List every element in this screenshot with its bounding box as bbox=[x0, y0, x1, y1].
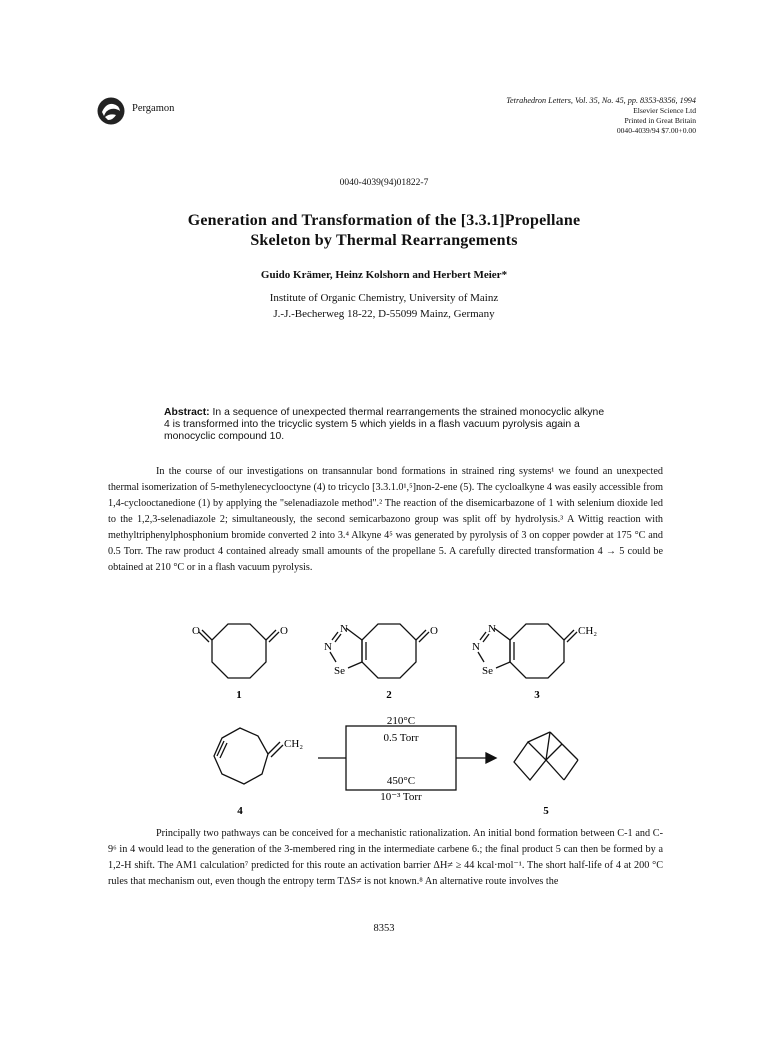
affiliation-line-1: Institute of Organic Chemistry, University of Mainz bbox=[269, 292, 499, 304]
compound-1-ring bbox=[212, 624, 266, 678]
compound-label-2: 2 bbox=[386, 689, 392, 701]
title-line-2: Skeleton by Thermal Rearrangements bbox=[250, 232, 518, 249]
abstract bbox=[164, 407, 606, 443]
journal-info bbox=[376, 96, 696, 136]
atom-N-3b: N bbox=[472, 641, 480, 653]
journal-citation: Tetrahedron Letters, Vol. 35, No. 45, pp. 8353-8356, 1994 bbox=[506, 96, 696, 105]
paragraph-1-text: In the course of our investigations on transannular bond formations in strained ring systems¹ we found an unexpected thermal isomerization of 5-methylenecyclooctyne (4) to tricyclo [3.3.1.0¹,⁵]non-2-ene (5). The cycloalkyne 4 was easily accessible from 1,4-cyclooctanedione (1) by applying the "selenadiazole method".² The reaction of the disemicarbazone of 1 with selenium dioxide led to the 1,2,3-selenadiazole 2; simultaneously, the second semicarbazono group was split off by hydrolysis.³ A Wittig reaction with methyltriphenylphosphonium bromide converted 2 into 3.⁴ Alkyne 4⁵ was generated by pyrolysis of 3 on copper powder at 175 °C and 0.5 Torr. The raw product 4 contained already small amounts of the propellane 5. A carefully directed transformation 4 → 5 could be obtained at 210 °C or in a flash vacuum pyrolysis. bbox=[108, 466, 663, 573]
atom-N-3a: N bbox=[488, 623, 496, 635]
group-CH2-4: CH₂ bbox=[284, 738, 304, 750]
body-paragraph-2 bbox=[108, 826, 663, 890]
journal-publisher: Elsevier Science Ltd bbox=[633, 106, 696, 115]
compound-label-5: 5 bbox=[543, 805, 549, 817]
body-paragraph-1 bbox=[108, 464, 663, 576]
compound-4-ring bbox=[214, 728, 268, 784]
authors: Guido Krämer, Heinz Kolshorn and Herbert Meier* bbox=[260, 269, 508, 281]
affiliation-line-2: J.-J.-Becherweg 18-22, D-55099 Mainz, Germany bbox=[273, 308, 495, 320]
compound-2-ring bbox=[362, 624, 416, 678]
reaction-scheme bbox=[180, 604, 620, 822]
compound-label-1: 1 bbox=[236, 689, 242, 701]
atom-O-2: O bbox=[430, 625, 438, 637]
paper-title bbox=[0, 211, 768, 251]
condition-pressure-2: 10⁻³ Torr bbox=[380, 791, 422, 803]
compound-3-ring bbox=[510, 624, 564, 678]
affiliation bbox=[0, 290, 768, 322]
journal-printed: Printed in Great Britain bbox=[624, 116, 696, 125]
atom-N-2b: N bbox=[324, 641, 332, 653]
compound-5-skeleton bbox=[514, 742, 546, 780]
atom-N-2a: N bbox=[340, 623, 348, 635]
abstract-text: In a sequence of unexpected thermal rearrangements the strained monocyclic alkyne 4 is transformed into the tricyclic system 5 which yields in a flash vacuum pyrolysis again a monocyclic compound 10. bbox=[164, 407, 605, 442]
atom-O-1b: O bbox=[280, 625, 288, 637]
compound-label-4: 4 bbox=[237, 805, 243, 817]
journal-code: 0040-4039/94 $7.00+0.00 bbox=[616, 126, 696, 135]
condition-pressure-1: 0.5 Torr bbox=[383, 732, 419, 744]
page-number: 8353 bbox=[373, 923, 395, 934]
group-CH2-3: CH₂ bbox=[578, 625, 598, 637]
paragraph-2-text: Principally two pathways can be conceived for a mechanistic rationalization. An initial bond formation between C-1 and C-9⁶ in 4 would lead to the generation of the 3-membered ring in the intermediate carbene 6.; the final product 5 can then be formed by a 1,2-H shift. The AM1 calculation⁷ predicted for this route an activation barrier ΔH≠ ≥ 44 kcal·mol⁻¹. The short half-life of 4 at 200 °C rules that mechanism out, even though the entropy term TΔS≠ is not known.⁸ An alternative route involves the bbox=[108, 828, 663, 887]
condition-temp-2: 450°C bbox=[386, 775, 416, 787]
publisher-name: Pergamon bbox=[132, 103, 175, 114]
atom-Se-3: Se bbox=[482, 665, 493, 677]
abstract-label: Abstract: bbox=[164, 407, 210, 418]
doi: 0040-4039(94)01822-7 bbox=[339, 178, 429, 188]
compound-label-3: 3 bbox=[534, 689, 540, 701]
atom-O-1a: O bbox=[192, 625, 200, 637]
pergamon-logo-icon bbox=[96, 96, 126, 126]
title-line-1: Generation and Transformation of the [3.3.1]Propellane bbox=[187, 212, 581, 229]
condition-temp-1: 210°C bbox=[386, 715, 416, 727]
atom-Se-2: Se bbox=[334, 665, 345, 677]
